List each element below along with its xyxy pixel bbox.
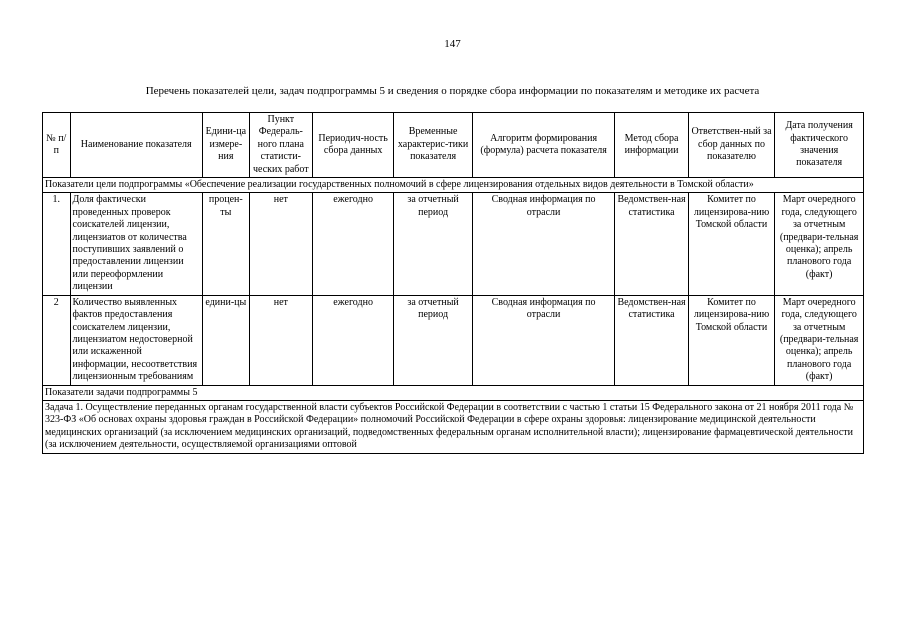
section-row (43, 178, 864, 193)
responsible-cell: Комитет по лицензирова-нию Томской области (688, 193, 775, 295)
plan-item-cell: нет (249, 295, 312, 385)
header-cell: Ответствен-ный за сбор данных по показателю (688, 113, 775, 178)
table-row (43, 193, 864, 295)
header-cell: Наименование показателя (70, 113, 202, 178)
unit-cell: процен-ты (202, 193, 249, 295)
row-number: 2 (43, 295, 71, 385)
date-cell: Март очередного года, следующего за отчетным (предвари-тельная оценка); апрель планового года (факт) (775, 193, 864, 295)
indicator-name: Количество выявленных фактов предоставления соискателем лицензии, лицензиатом недостоверной или искаженной информации, несоответствия лицензионным требованиям (70, 295, 202, 385)
header-cell: Метод сбора информации (615, 113, 688, 178)
task-1-cell: Задача 1. Осуществление переданных органам государственной власти субъектов Российской Федерации в соответствии с частью 1 статьи 15 Федерального закона от 21 ноября 2011 года № 323-ФЗ «Об основах охраны здоровья граждан в Российской Федерации» полномочий Российской Федерации в сфере охраны здоровья: лицензирование медицинской деятельности медицинских организаций (за исключением медицинских организаций, подведомственных федеральным органам исполнительной власти); лицензирование фармацевтической деятельности (за исключением деятельности, осуществляемой организациями оптовой (43, 400, 864, 453)
row-number: 1. (43, 193, 71, 295)
time-cell: за отчетный период (394, 295, 472, 385)
table-header-row (43, 113, 864, 178)
header-cell: Пункт Федераль-ного плана статисти-ческих работ (249, 113, 312, 178)
page-number: 147 (444, 38, 461, 50)
periodicity-cell: ежегодно (312, 193, 393, 295)
header-cell: Едини-ца измере-ния (202, 113, 249, 178)
section-row (43, 385, 864, 400)
time-cell: за отчетный период (394, 193, 472, 295)
method-cell: Ведомствен-ная статистика (615, 193, 688, 295)
header-cell: Временные характерис-тики показателя (394, 113, 472, 178)
task-row (43, 400, 864, 453)
algorithm-cell: Сводная информация по отрасли (472, 193, 615, 295)
header-cell: Дата получения фактического значения показателя (775, 113, 864, 178)
table-row (43, 295, 864, 385)
indicators-table (42, 112, 864, 454)
method-cell: Ведомствен-ная статистика (615, 295, 688, 385)
date-cell: Март очередного года, следующего за отчетным (предвари-тельная оценка); апрель планового года (факт) (775, 295, 864, 385)
plan-item-cell: нет (249, 193, 312, 295)
header-cell: Периодич-ность сбора данных (312, 113, 393, 178)
document-title: Перечень показателей цели, задач подпрограммы 5 и сведения о порядке сбора информации по показателям и методике их расчета (145, 85, 760, 97)
unit-cell: едини-цы (202, 295, 249, 385)
responsible-cell: Комитет по лицензирова-нию Томской области (688, 295, 775, 385)
algorithm-cell: Сводная информация по отрасли (472, 295, 615, 385)
periodicity-cell: ежегодно (312, 295, 393, 385)
section-tasks-cell: Показатели задачи подпрограммы 5 (43, 385, 864, 400)
header-cell: Алгоритм формирования (формула) расчета показателя (472, 113, 615, 178)
header-cell: № п/п (43, 113, 71, 178)
section-goal-cell: Показатели цели подпрограммы «Обеспечение реализации государственных полномочий в сфере лицензирования отдельных видов деятельности в Томской области» (43, 178, 864, 193)
indicator-name: Доля фактически проведенных проверок соискателей лицензии, лицензиатов от количества поступивших заявлений о предоставлении лицензии или переоформлении лицензии (70, 193, 202, 295)
